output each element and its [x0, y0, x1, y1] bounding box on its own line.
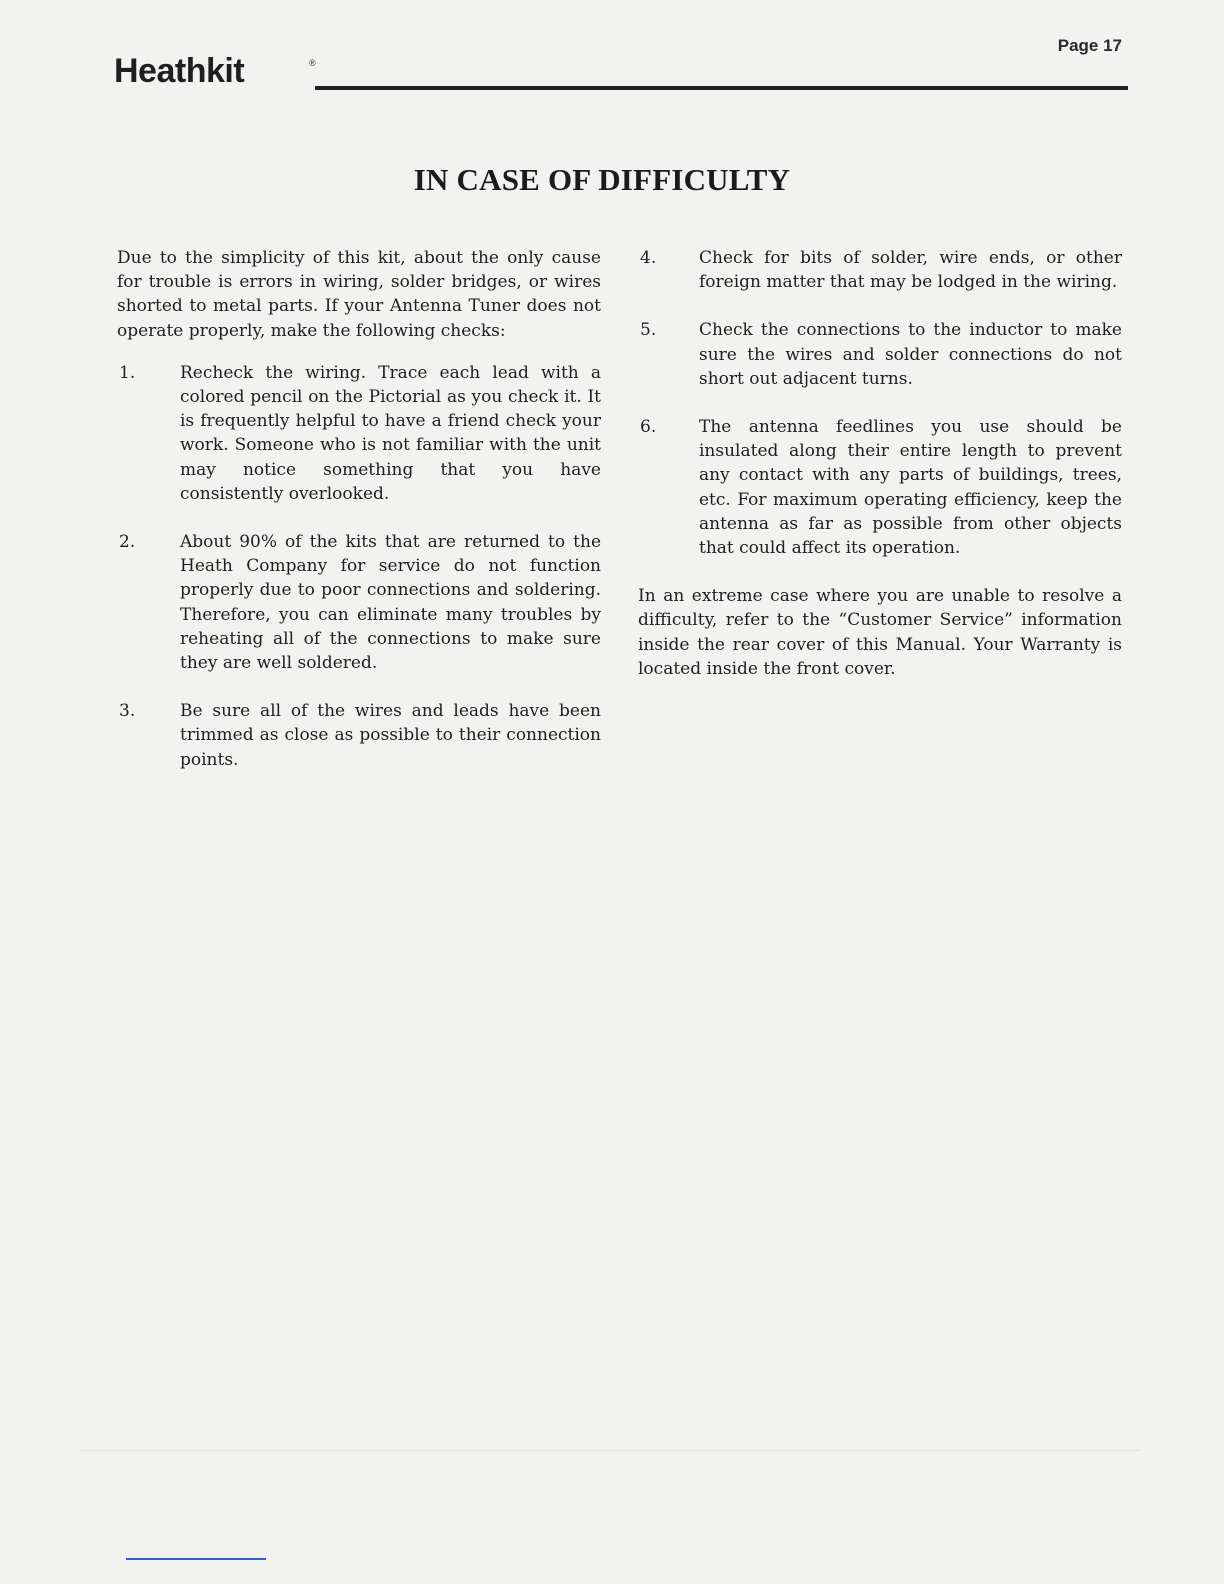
- item-text: About 90% of the kits that are returned to the Heath Company for service do not function properly due to poor connections and soldering. Therefore, you can eliminate many troubles by reheating all of the connections to make sure they are well soldered.: [180, 532, 601, 674]
- header-rule: [315, 86, 1128, 90]
- item-number: 2.: [119, 532, 136, 553]
- check-item-6: [638, 415, 1122, 560]
- item-number: 1.: [119, 362, 136, 383]
- bleed-through-line: [80, 1450, 1140, 1451]
- check-item-4: [638, 246, 1122, 294]
- item-text: Be sure all of the wires and leads have been trimmed as close as possible to their connection points.: [180, 701, 601, 770]
- footer-link-underline: [126, 1558, 266, 1560]
- check-item-1: [117, 361, 601, 506]
- item-number: 3.: [119, 701, 136, 722]
- item-text: Check the connections to the inductor to make sure the wires and solder connections do not short out adjacent turns.: [699, 320, 1122, 389]
- item-text: Check for bits of solder, wire ends, or other foreign matter that may be lodged in the wiring.: [699, 248, 1122, 293]
- check-item-5: [638, 318, 1122, 391]
- brand-logo: Heathkit: [114, 52, 245, 90]
- item-text: The antenna feedlines you use should be insulated along their entire length to prevent any contact with any parts of buildings, trees, etc. For maximum operating efficiency, keep the antenna as far as possible from other objects that could affect its operation.: [699, 417, 1122, 559]
- left-column: [117, 246, 601, 796]
- right-column: [638, 246, 1122, 699]
- item-text: Recheck the wiring. Trace each lead with a colored pencil on the Pictorial as you check it. It is frequently helpful to have a friend check your work. Someone who is not familiar with the unit may notice something that you have consistently overlooked.: [180, 362, 601, 504]
- check-item-2: [117, 530, 601, 675]
- item-number: 5.: [640, 320, 657, 341]
- item-number: 6.: [640, 417, 657, 438]
- page-number: Page 17: [1057, 36, 1122, 55]
- intro-paragraph: Due to the simplicity of this kit, about the only cause for trouble is errors in wiring, solder bridges, or wires shorted to metal parts. If your Antenna Tuner does not operate properly, make the following checks:: [117, 248, 601, 341]
- check-item-3: [117, 699, 601, 772]
- closing-paragraph: In an extreme case where you are unable to resolve a difficulty, refer to the “Customer Service” information inside the rear cover of this Manual. Your Warranty is located inside the front cover.: [638, 586, 1122, 679]
- page-title: IN CASE OF DIFFICULTY: [413, 162, 791, 197]
- registered-mark: ®: [309, 58, 316, 68]
- item-number: 4.: [640, 248, 657, 268]
